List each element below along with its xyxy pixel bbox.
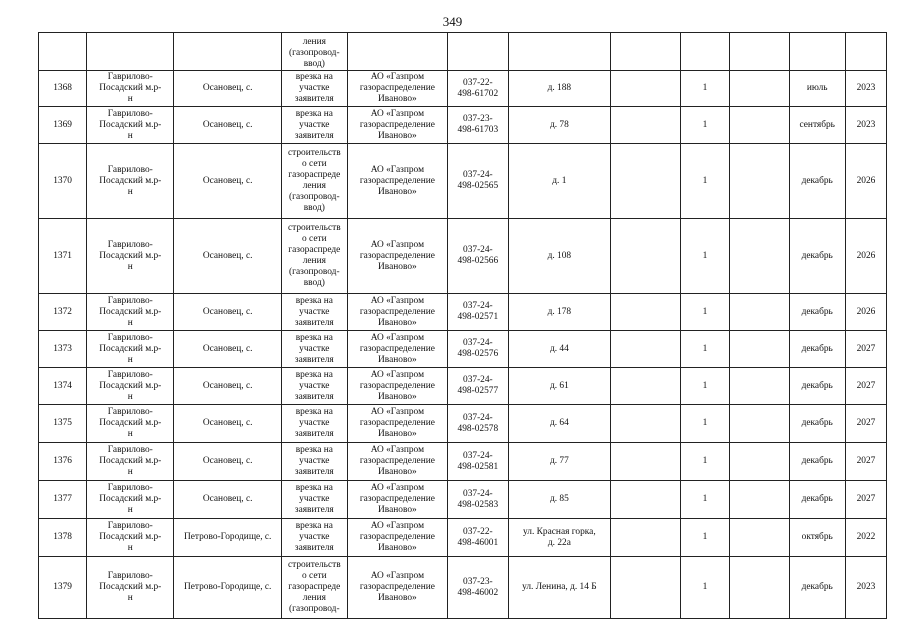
cell-address: д. 44 xyxy=(508,331,611,368)
cell-month: октябрь xyxy=(789,519,845,557)
table-row xyxy=(39,557,887,619)
cell-address: д. 188 xyxy=(508,71,611,107)
cell-org: АО «Газпром газораспределение Иваново» xyxy=(347,443,447,481)
cell-code: 037-24- 498-02578 xyxy=(448,405,508,443)
cell-org: АО «Газпром газораспределение Иваново» xyxy=(347,144,447,219)
cell-empty2 xyxy=(730,219,789,294)
cell-empty1 xyxy=(611,71,681,107)
table-row-fragment xyxy=(39,33,887,71)
cell-month: декабрь xyxy=(789,405,845,443)
cell-fragment-district xyxy=(87,33,174,71)
cell-org: АО «Газпром газораспределение Иваново» xyxy=(347,368,447,405)
cell-qty: 1 xyxy=(680,368,729,405)
cell-empty2 xyxy=(730,519,789,557)
cell-work: врезка на участке заявителя xyxy=(282,107,348,144)
cell-num: 1379 xyxy=(39,557,87,619)
table-row xyxy=(39,481,887,519)
cell-work: строительств о сети газораспреде ления (газопровод- ввод) xyxy=(282,144,348,219)
table-body xyxy=(39,33,887,619)
cell-work: врезка на участке заявителя xyxy=(282,331,348,368)
cell-work: врезка на участке заявителя xyxy=(282,71,348,107)
cell-year: 2027 xyxy=(845,405,886,443)
cell-qty: 1 xyxy=(680,219,729,294)
cell-qty: 1 xyxy=(680,294,729,331)
cell-code: 037-24- 498-02577 xyxy=(448,368,508,405)
cell-year: 2027 xyxy=(845,368,886,405)
cell-code: 037-22- 498-61702 xyxy=(448,71,508,107)
cell-district: Гаврилово- Посадский м.р- н xyxy=(87,481,174,519)
cell-code: 037-24- 498-02583 xyxy=(448,481,508,519)
cell-settlement: Осановец, с. xyxy=(174,331,282,368)
cell-month: декабрь xyxy=(789,443,845,481)
cell-settlement: Осановец, с. xyxy=(174,219,282,294)
cell-code: 037-24- 498-02571 xyxy=(448,294,508,331)
cell-fragment-empty xyxy=(730,33,789,71)
cell-district: Гаврилово- Посадский м.р- н xyxy=(87,519,174,557)
cell-district: Гаврилово- Посадский м.р- н xyxy=(87,71,174,107)
cell-org: АО «Газпром газораспределение Иваново» xyxy=(347,71,447,107)
page-number: 349 xyxy=(442,14,463,29)
cell-year: 2026 xyxy=(845,144,886,219)
cell-address: д. 77 xyxy=(508,443,611,481)
cell-month: декабрь xyxy=(789,331,845,368)
cell-settlement: Петрово-Городище, с. xyxy=(174,557,282,619)
cell-settlement: Осановец, с. xyxy=(174,71,282,107)
cell-year: 2027 xyxy=(845,481,886,519)
cell-qty: 1 xyxy=(680,107,729,144)
cell-fragment-qty xyxy=(680,33,729,71)
cell-year: 2027 xyxy=(845,331,886,368)
cell-empty2 xyxy=(730,443,789,481)
cell-empty1 xyxy=(611,557,681,619)
cell-num: 1376 xyxy=(39,443,87,481)
cell-num: 1375 xyxy=(39,405,87,443)
cell-fragment-settlement xyxy=(174,33,282,71)
cell-num: 1370 xyxy=(39,144,87,219)
cell-qty: 1 xyxy=(680,519,729,557)
cell-address: д. 78 xyxy=(508,107,611,144)
cell-work: строительств о сети газораспреде ления (газопровод- xyxy=(282,557,348,619)
cell-settlement: Осановец, с. xyxy=(174,481,282,519)
cell-empty2 xyxy=(730,481,789,519)
cell-year: 2026 xyxy=(845,294,886,331)
cell-district: Гаврилово- Посадский м.р- н xyxy=(87,107,174,144)
table-row xyxy=(39,443,887,481)
cell-fragment-num xyxy=(39,33,87,71)
cell-empty2 xyxy=(730,144,789,219)
cell-empty2 xyxy=(730,294,789,331)
cell-num: 1373 xyxy=(39,331,87,368)
cell-district: Гаврилово- Посадский м.р- н xyxy=(87,144,174,219)
cell-district: Гаврилово- Посадский м.р- н xyxy=(87,405,174,443)
cell-empty1 xyxy=(611,519,681,557)
cell-month: декабрь xyxy=(789,294,845,331)
table-row xyxy=(39,519,887,557)
cell-num: 1377 xyxy=(39,481,87,519)
cell-org: АО «Газпром газораспределение Иваново» xyxy=(347,331,447,368)
cell-empty2 xyxy=(730,71,789,107)
cell-work: строительств о сети газораспреде ления (газопровод- ввод) xyxy=(282,219,348,294)
cell-month: декабрь xyxy=(789,144,845,219)
cell-year: 2027 xyxy=(845,443,886,481)
cell-org: АО «Газпром газораспределение Иваново» xyxy=(347,294,447,331)
cell-district: Гаврилово- Посадский м.р- н xyxy=(87,557,174,619)
table-row xyxy=(39,368,887,405)
cell-empty2 xyxy=(730,331,789,368)
cell-address: д. 85 xyxy=(508,481,611,519)
cell-year: 2022 xyxy=(845,519,886,557)
cell-year: 2026 xyxy=(845,219,886,294)
cell-work: врезка на участке заявителя xyxy=(282,368,348,405)
cell-settlement: Осановец, с. xyxy=(174,405,282,443)
cell-empty2 xyxy=(730,405,789,443)
cell-month: сентябрь xyxy=(789,107,845,144)
cell-settlement: Осановец, с. xyxy=(174,368,282,405)
cell-qty: 1 xyxy=(680,557,729,619)
cell-qty: 1 xyxy=(680,405,729,443)
cell-empty1 xyxy=(611,294,681,331)
cell-empty1 xyxy=(611,481,681,519)
table-row xyxy=(39,219,887,294)
cell-qty: 1 xyxy=(680,443,729,481)
cell-year: 2023 xyxy=(845,71,886,107)
cell-code: 037-24- 498-02565 xyxy=(448,144,508,219)
cell-code: 037-24- 498-02566 xyxy=(448,219,508,294)
cell-month: декабрь xyxy=(789,557,845,619)
cell-org: АО «Газпром газораспределение Иваново» xyxy=(347,481,447,519)
cell-address: д. 1 xyxy=(508,144,611,219)
table-row xyxy=(39,144,887,219)
cell-empty1 xyxy=(611,368,681,405)
cell-address: д. 178 xyxy=(508,294,611,331)
cell-fragment-address xyxy=(508,33,611,71)
gas-connection-table xyxy=(38,32,887,619)
cell-fragment-year xyxy=(845,33,886,71)
cell-code: 037-23- 498-46002 xyxy=(448,557,508,619)
cell-work: врезка на участке заявителя xyxy=(282,294,348,331)
cell-num: 1378 xyxy=(39,519,87,557)
cell-empty1 xyxy=(611,107,681,144)
cell-empty1 xyxy=(611,219,681,294)
cell-num: 1374 xyxy=(39,368,87,405)
cell-fragment-code xyxy=(448,33,508,71)
cell-fragment-empty xyxy=(611,33,681,71)
cell-org: АО «Газпром газораспределение Иваново» xyxy=(347,405,447,443)
table-row xyxy=(39,71,887,107)
cell-settlement: Осановец, с. xyxy=(174,107,282,144)
cell-org: АО «Газпром газораспределение Иваново» xyxy=(347,557,447,619)
cell-district: Гаврилово- Посадский м.р- н xyxy=(87,368,174,405)
cell-month: июль xyxy=(789,71,845,107)
cell-num: 1372 xyxy=(39,294,87,331)
cell-fragment-month xyxy=(789,33,845,71)
cell-org: АО «Газпром газораспределение Иваново» xyxy=(347,219,447,294)
cell-num: 1371 xyxy=(39,219,87,294)
cell-code: 037-22- 498-46001 xyxy=(448,519,508,557)
cell-num: 1368 xyxy=(39,71,87,107)
cell-address: д. 108 xyxy=(508,219,611,294)
cell-qty: 1 xyxy=(680,481,729,519)
cell-empty1 xyxy=(611,443,681,481)
cell-work: врезка на участке заявителя xyxy=(282,481,348,519)
cell-org: АО «Газпром газораспределение Иваново» xyxy=(347,519,447,557)
cell-org: АО «Газпром газораспределение Иваново» xyxy=(347,107,447,144)
table-row xyxy=(39,405,887,443)
cell-code: 037-24- 498-02581 xyxy=(448,443,508,481)
cell-district: Гаврилово- Посадский м.р- н xyxy=(87,294,174,331)
cell-address: ул. Ленина, д. 14 Б xyxy=(508,557,611,619)
cell-qty: 1 xyxy=(680,331,729,368)
cell-month: декабрь xyxy=(789,368,845,405)
cell-district: Гаврилово- Посадский м.р- н xyxy=(87,219,174,294)
cell-district: Гаврилово- Посадский м.р- н xyxy=(87,443,174,481)
cell-address: д. 61 xyxy=(508,368,611,405)
cell-code: 037-24- 498-02576 xyxy=(448,331,508,368)
cell-year: 2023 xyxy=(845,557,886,619)
cell-address: ул. Красная горка, д. 22а xyxy=(508,519,611,557)
cell-num: 1369 xyxy=(39,107,87,144)
cell-address: д. 64 xyxy=(508,405,611,443)
cell-empty2 xyxy=(730,107,789,144)
cell-empty1 xyxy=(611,331,681,368)
cell-month: декабрь xyxy=(789,481,845,519)
cell-settlement: Осановец, с. xyxy=(174,144,282,219)
cell-work: врезка на участке заявителя xyxy=(282,519,348,557)
table-row xyxy=(39,107,887,144)
table-row xyxy=(39,331,887,368)
cell-code: 037-23- 498-61703 xyxy=(448,107,508,144)
cell-empty2 xyxy=(730,368,789,405)
cell-fragment-org xyxy=(347,33,447,71)
cell-work: врезка на участке заявителя xyxy=(282,443,348,481)
cell-qty: 1 xyxy=(680,71,729,107)
cell-settlement: Осановец, с. xyxy=(174,443,282,481)
cell-qty: 1 xyxy=(680,144,729,219)
cell-settlement: Петрово-Городище, с. xyxy=(174,519,282,557)
cell-empty1 xyxy=(611,144,681,219)
cell-work: врезка на участке заявителя xyxy=(282,405,348,443)
cell-year: 2023 xyxy=(845,107,886,144)
cell-empty1 xyxy=(611,405,681,443)
cell-settlement: Осановец, с. xyxy=(174,294,282,331)
cell-district: Гаврилово- Посадский м.р- н xyxy=(87,331,174,368)
cell-month: декабрь xyxy=(789,219,845,294)
cell-fragment-work: ления (газопровод- ввод) xyxy=(282,33,348,71)
cell-empty2 xyxy=(730,557,789,619)
table-row xyxy=(39,294,887,331)
